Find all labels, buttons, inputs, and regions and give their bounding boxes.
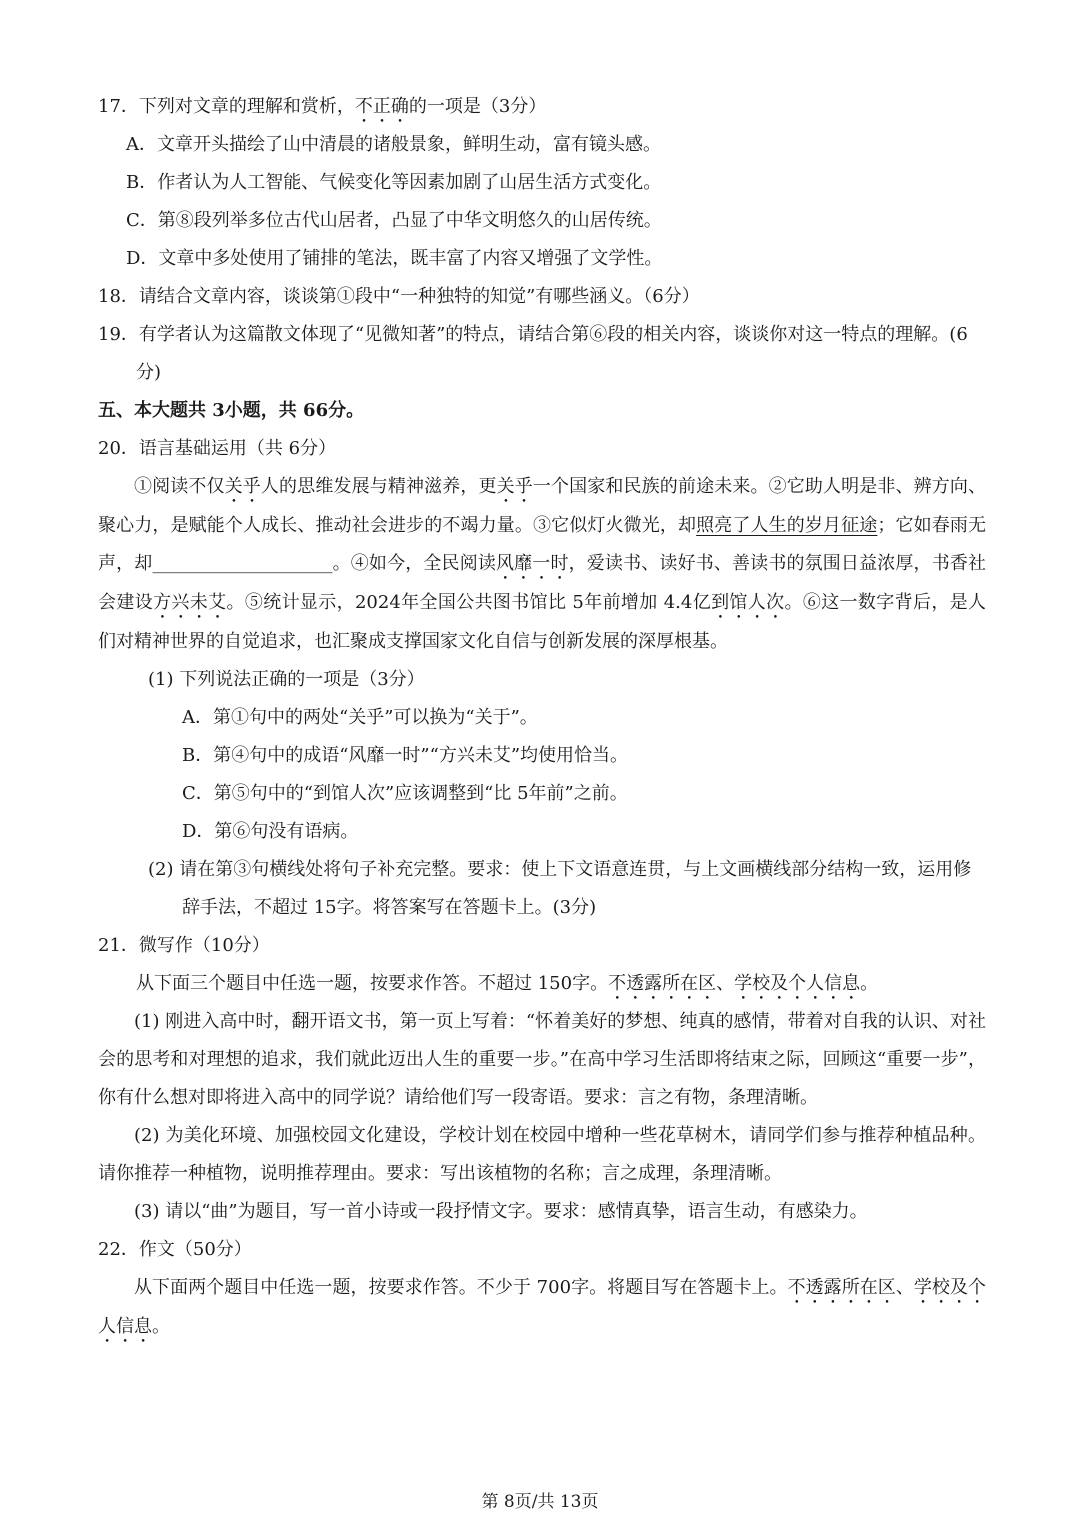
q20-emphasis-visits: 到馆人次 <box>711 592 785 613</box>
question-22-title: 22．作文（50分） <box>98 1239 252 1260</box>
q21-intro <box>98 965 986 1003</box>
q22-intro-text: 从下面两个题目中任选一题，按要求作答。不少于 700字。将题目写在答题卡上。 <box>134 1277 788 1298</box>
q21-topic-2: (2) 为美化环境、加强校园文化建设，学校计划在校园中增种一些花草树木，请同学们参与推荐种植品种。请你推荐一种植物，说明推荐理由。要求：写出该植物的名称；言之成理，条理清晰。 <box>98 1125 986 1184</box>
q20-passage-part: 人的思维发展与精神滋养，更 <box>260 476 497 497</box>
q17-option-b: B．作者认为人工智能、气候变化等因素加剧了山居生活方式变化。 <box>126 172 662 193</box>
q22-intro <box>98 1269 986 1347</box>
q20-passage-part: ，爱读书、读好书、善读书的氛围日益浓厚，书香社会建设 <box>98 553 987 613</box>
q22-intro-tail: 。 <box>152 1316 170 1337</box>
question-21-title: 21．微写作（10分） <box>98 935 270 956</box>
question-18: 18．请结合文章内容，谈谈第①段中“一种独特的知觉”有哪些涵义。（6分） <box>98 286 700 307</box>
q22-emphasis: 不透露所在区、学校及个人信息 <box>98 1277 987 1337</box>
q21-topic-3: (3) 请以“曲”为题目，写一首小诗或一段抒情文字。要求：感情真挚，语言生动，有感染力。 <box>134 1201 868 1222</box>
q20-sub2: (2) 请在第③句横线处将句子补充完整。要求：使上下文语意连贯，与上文画横线部分结构一致，运用修辞手法，不超过 15字。将答案写在答题卡上。(3分) <box>148 859 972 918</box>
q20-sub1-stem: (1) 下列说法正确的一项是（3分） <box>148 669 425 690</box>
q20-sub1-option-a: A．第①句中的两处“关乎”可以换为“关于”。 <box>182 707 538 728</box>
q21-intro-tail: 。 <box>860 973 879 994</box>
q21-emphasis: 不透露所在区、学校及个人信息 <box>608 973 861 994</box>
q20-emphasis-idiom-1: 风靡一时 <box>496 553 569 574</box>
q20-underlined-phrase: 照亮了人生的岁月征途 <box>696 515 878 536</box>
q17-option-a: A．文章开头描绘了山中清晨的诸般景象，鲜明生动，富有镜头感。 <box>126 134 661 155</box>
q20-emphasis-guanhu-2: 关乎 <box>496 476 533 497</box>
q17-stem-text: 17．下列对文章的理解和赏析， <box>98 96 355 117</box>
q20-passage <box>98 468 986 661</box>
question-17-stem <box>98 88 986 126</box>
page-footer: 第 8页/共 13页 <box>481 1492 599 1512</box>
q20-passage-part: ①阅读不仅 <box>134 476 225 497</box>
section-5-heading: 五、本大题共 3小题，共 66分。 <box>98 400 365 421</box>
q17-option-c: C．第⑧段列举多位古代山居者，凸显了中华文明悠久的山居传统。 <box>126 210 662 231</box>
q20-passage-part: 。⑤统计显示，2024年全国公共图书馆比 5年前增加 4.4亿 <box>226 592 712 613</box>
page-content <box>98 88 986 1347</box>
q21-intro-text: 从下面三个题目中任选一题，按要求作答。不超过 150字。 <box>136 973 609 994</box>
q17-stem-tail: 的一项是（3分） <box>408 96 547 117</box>
q17-emphasis: 不正确 <box>354 96 409 117</box>
q20-emphasis-guanhu-1: 关乎 <box>224 476 261 497</box>
q20-passage-part: ；它如春雨无声，却____________________。④如今，全民阅读 <box>98 515 986 574</box>
q17-option-d: D．文章中多处使用了铺排的笔法，既丰富了内容又增强了文学性。 <box>126 248 663 269</box>
question-19: 19．有学者认为这篇散文体现了“见微知著”的特点，请结合第⑥段的相关内容，谈谈你对这一特点的理解。(6分) <box>98 324 968 383</box>
q20-sub1-option-d: D．第⑥句没有语病。 <box>182 821 359 842</box>
q20-emphasis-idiom-2: 方兴未艾 <box>153 592 227 613</box>
q21-topic-1: (1) 刚进入高中时，翻开语文书，第一页上写着：“怀着美好的梦想、纯真的感情，带着对自我的认识、对社会的思考和对理想的追求，我们就此迈出人生的重要一步。”在高中学习生活即将结束之际，回顾这“重要一步”，你有什么想对即将进入高中的同学说？请给他们写一段寄语。要求：言之有物，条理清晰。 <box>98 1011 986 1108</box>
q20-passage-part: 一个国家和民族的前途未来。②它助人明是非、辨方向、聚心力，是赋能个人成长、推动社会进步的不竭力量。③它似灯火微光，却 <box>98 476 987 536</box>
question-20-title: 20．语言基础运用（共 6分） <box>98 438 337 459</box>
q20-sub1-option-c: C．第⑤句中的“到馆人次”应该调整到“比 5年前”之前。 <box>182 783 628 804</box>
q20-passage-part: 。⑥这一数字背后，是人们对精神世界的自觉追求，也汇聚成支撑国家文化自信与创新发展的深厚根基。 <box>98 592 987 652</box>
q20-sub1-option-b: B．第④句中的成语“风靡一时”“方兴未艾”均使用恰当。 <box>182 745 629 766</box>
